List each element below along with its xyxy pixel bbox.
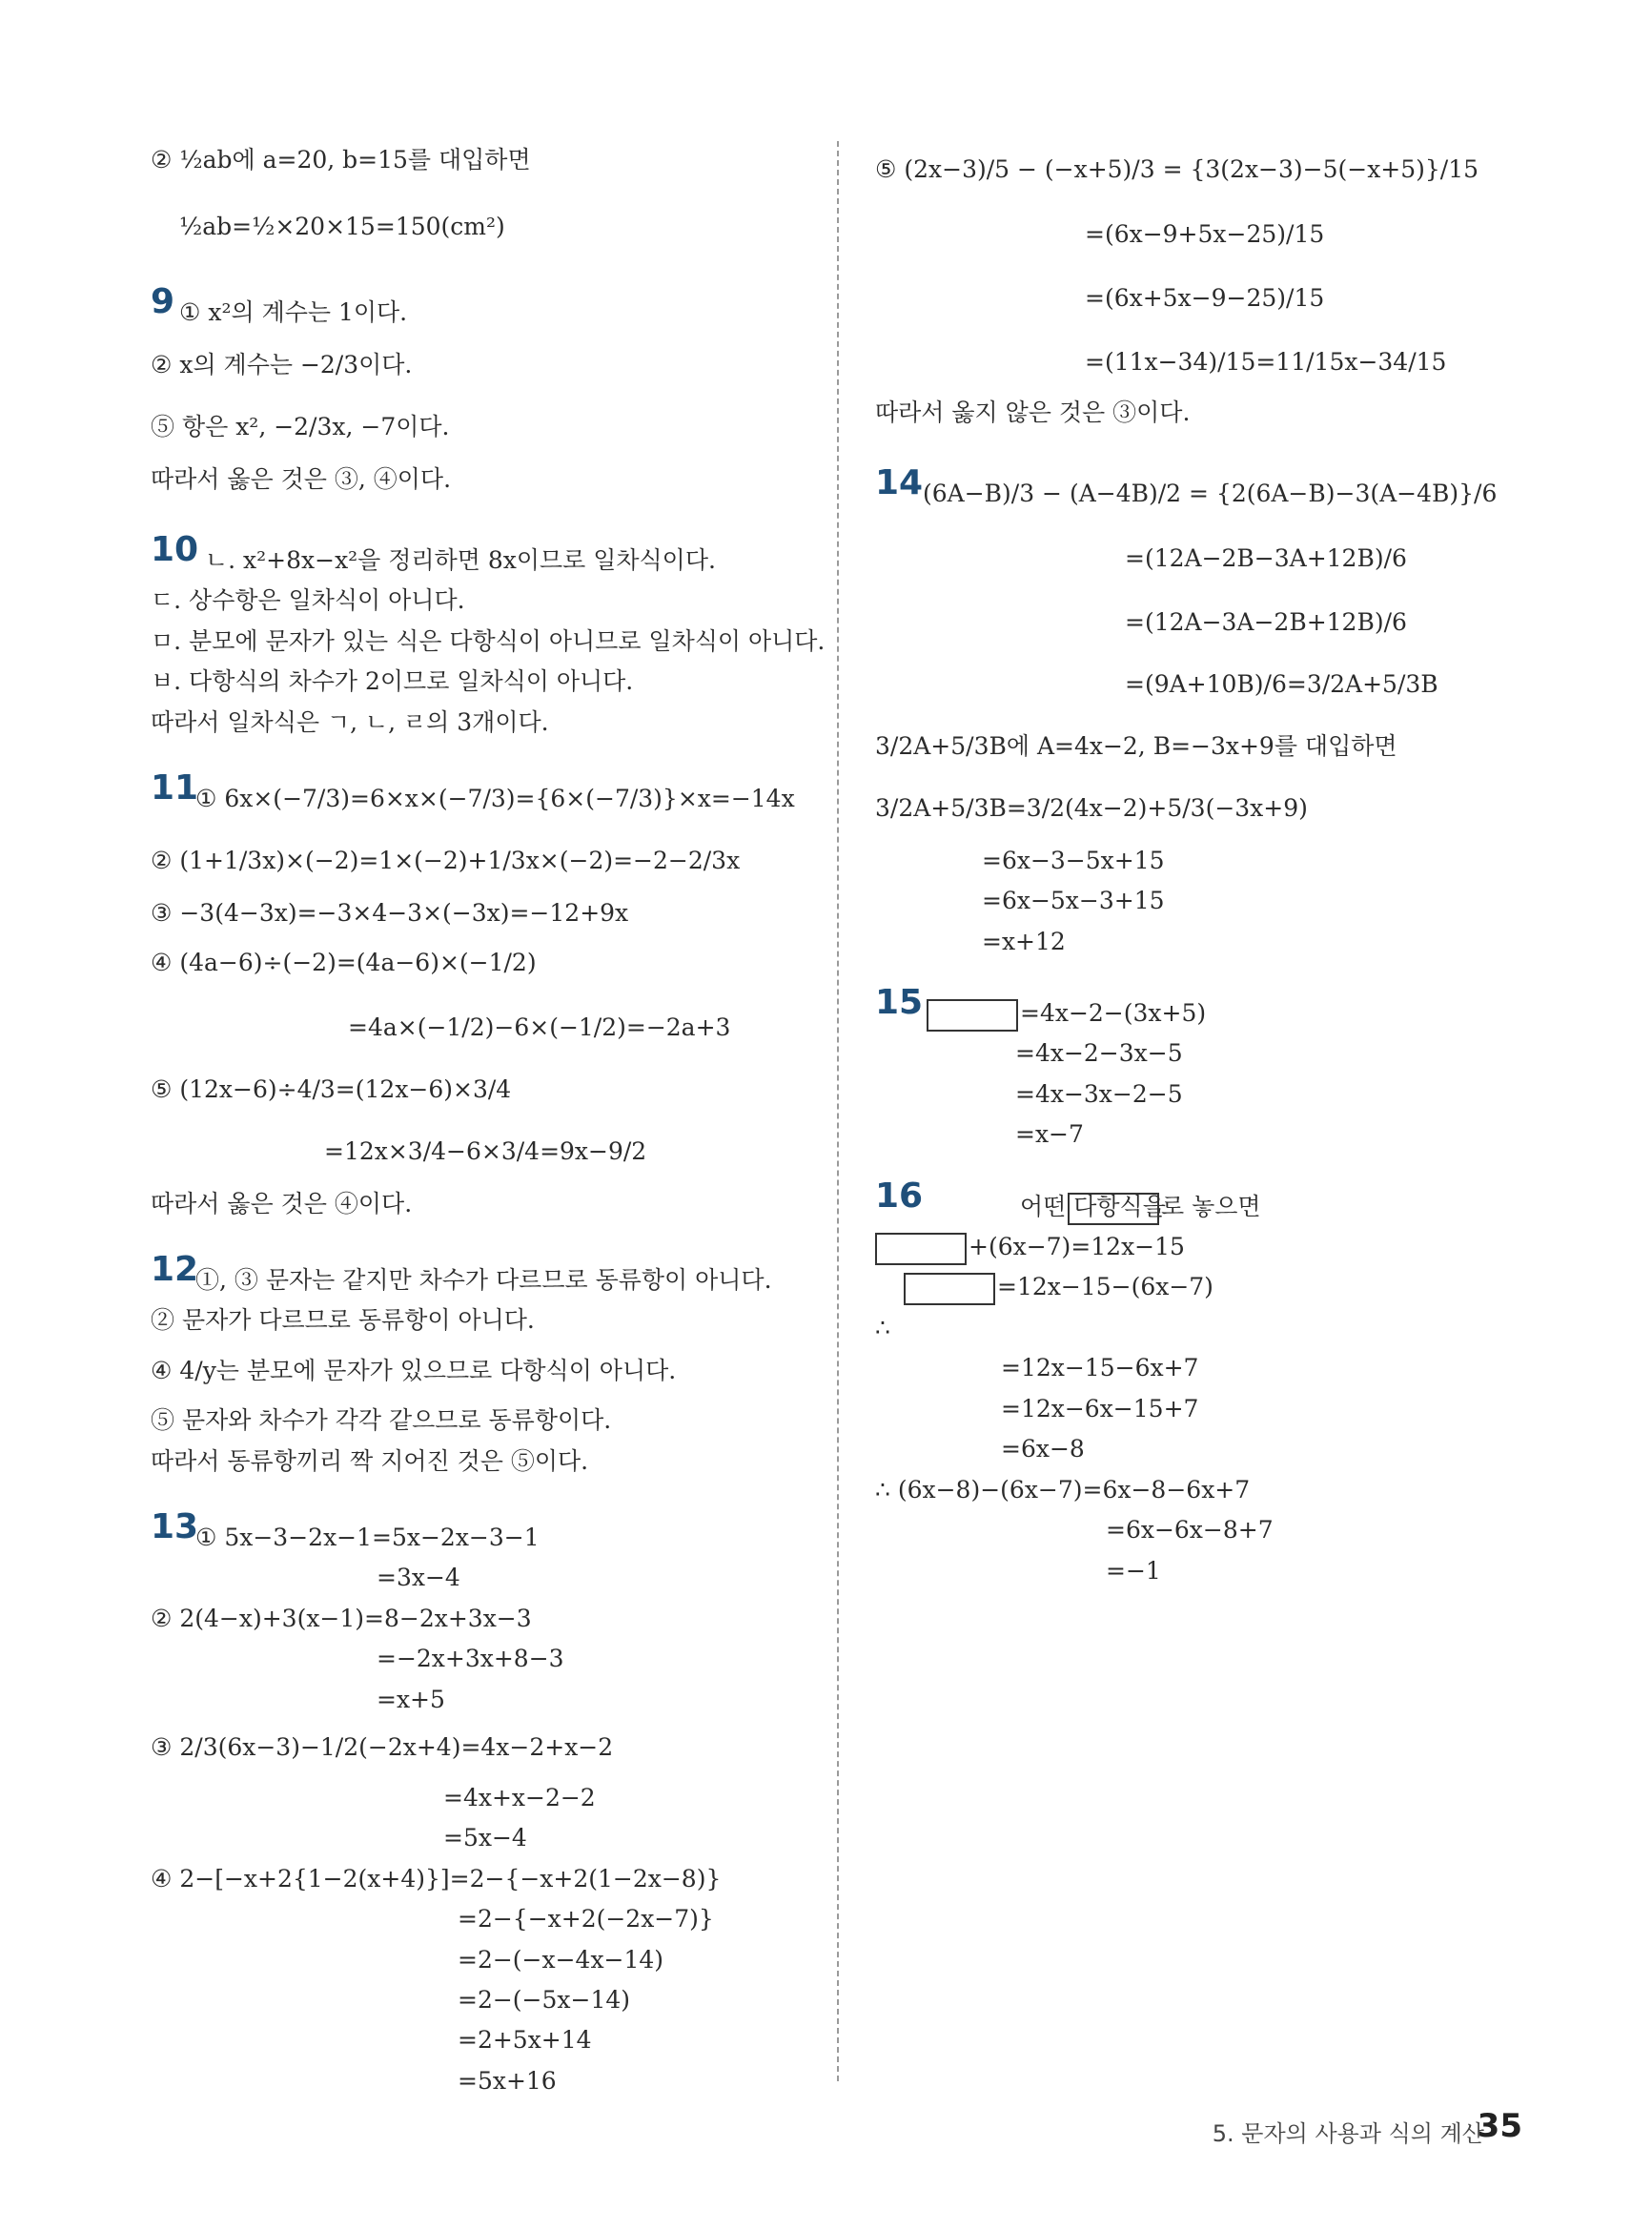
solution-line: =12x−6x−15+7 xyxy=(1001,1395,1199,1422)
solution-line: ① 5x−3−2x−1=5x−2x−3−1 xyxy=(195,1524,540,1551)
solution-line: 따라서 일차식은 ㄱ, ㄴ, ㄹ의 3개이다. xyxy=(151,708,549,736)
solution-line: =2−(−x−4x−14) xyxy=(458,1946,664,1974)
solution-line: ② (1+1/3x)×(−2)=1×(−2)+1/3x×(−2)=−2−2/3x xyxy=(151,847,741,874)
blank-box xyxy=(927,999,1018,1032)
problem-number: 13 xyxy=(151,1507,199,1546)
solution-line: ⑤ 항은 x², −2/3x, −7이다. xyxy=(151,413,450,440)
solution-line: =(11x−34)/15=11/15x−34/15 xyxy=(1085,348,1447,376)
solution-line: ② x의 계수는 −2/3이다. xyxy=(151,351,413,378)
solution-line: ② ½ab에 a=20, b=15를 대입하면 xyxy=(151,146,531,174)
problem-number: 14 xyxy=(875,463,924,502)
solution-line: =5x−4 xyxy=(443,1824,527,1852)
answer-line-with-blank xyxy=(927,996,1206,1032)
problem-number: 15 xyxy=(875,983,924,1022)
q16-line1-tail xyxy=(1068,1190,1261,1225)
solution-line: 3/2A+5/3B=3/2(4x−2)+5/3(−3x+9) xyxy=(875,794,1308,822)
solution-line: =x−7 xyxy=(1015,1120,1084,1148)
solution-line: =(6x+5x−9−25)/15 xyxy=(1085,284,1325,312)
solution-line: =x+5 xyxy=(377,1686,445,1713)
solution-line: =2−{−x+2(−2x−7)} xyxy=(458,1905,714,1933)
solution-line: ㄴ. x²+8x−x²을 정리하면 8x이므로 일차식이다. xyxy=(205,546,716,574)
solution-line: ①, ③ 문자는 같지만 차수가 다르므로 동류항이 아니다. xyxy=(195,1266,772,1294)
solution-line: =6x−8 xyxy=(1001,1435,1085,1463)
blank-box xyxy=(904,1273,995,1305)
problem-number: 9 xyxy=(151,282,175,321)
solution-line: ④ (4a−6)÷(−2)=(4a−6)×(−1/2) xyxy=(151,949,537,976)
solution-line: =4x+x−2−2 xyxy=(443,1784,596,1811)
solution-line: 따라서 동류항끼리 짝 지어진 것은 ⑤이다. xyxy=(151,1447,589,1475)
q16-line2 xyxy=(875,1230,1185,1265)
blank-box xyxy=(875,1233,967,1265)
solution-line: =6x−6x−8+7 xyxy=(1106,1516,1274,1544)
solution-line: ⑤ 문자와 차수가 각각 같으므로 동류항이다. xyxy=(151,1406,612,1434)
solution-line: =12x×3/4−6×3/4=9x−9/2 xyxy=(324,1137,647,1165)
chapter-title: 5. 문자의 사용과 식의 계산 xyxy=(1212,2120,1484,2147)
solution-line: ㄷ. 상수항은 일차식이 아니다. xyxy=(151,586,465,614)
solution-line: ③ 2/3(6x−3)−1/2(−2x+4)=4x−2+x−2 xyxy=(151,1733,614,1761)
solution-line: 따라서 옳은 것은 ④이다. xyxy=(151,1190,413,1217)
solution-line: ④ 2−[−x+2{1−2(x+4)}]=2−{−x+2(1−2x−8)} xyxy=(151,1865,722,1892)
solution-line: ① 6x×(−7/3)=6×x×(−7/3)={6×(−7/3)}×x=−14x xyxy=(195,785,795,812)
solution-line: ⑤ (12x−6)÷4/3=(12x−6)×3/4 xyxy=(151,1075,512,1103)
solution-line: 따라서 옳지 않은 것은 ③이다. xyxy=(875,399,1191,426)
solution-line: ⑤ (2x−3)/5 − (−x+5)/3 = {3(2x−3)−5(−x+5)}/15 xyxy=(875,155,1479,183)
solution-line: ③ −3(4−3x)=−3×4−3×(−3x)=−12+9x xyxy=(151,899,629,927)
q16-line3 xyxy=(904,1270,1214,1305)
solution-line: ½ab=½×20×15=150(cm²) xyxy=(179,213,505,240)
solution-line: =6x−5x−3+15 xyxy=(982,887,1165,914)
solution-line: =12x−15−6x+7 xyxy=(1001,1354,1199,1381)
problem-number: 16 xyxy=(875,1176,924,1216)
problem-number: 12 xyxy=(151,1250,199,1289)
solution-line: ∴ (6x−8)−(6x−7)=6x−8−6x+7 xyxy=(875,1476,1251,1504)
solution-line: =3x−4 xyxy=(377,1564,460,1591)
solution-line: ㅂ. 다항식의 차수가 2이므로 일차식이 아니다. xyxy=(151,667,634,695)
solution-line: =4x−3x−2−5 xyxy=(1015,1080,1183,1108)
solution-line: =−2x+3x+8−3 xyxy=(377,1645,564,1672)
solution-line: ㅁ. 분모에 문자가 있는 식은 다항식이 아니므로 일차식이 아니다. xyxy=(151,627,826,655)
solution-line: =4a×(−1/2)−6×(−1/2)=−2a+3 xyxy=(348,1013,731,1041)
solution-line: ② 2(4−x)+3(x−1)=8−2x+3x−3 xyxy=(151,1605,532,1632)
blank-box xyxy=(1068,1193,1159,1225)
solution-line: =−1 xyxy=(1106,1557,1161,1585)
solution-line: =6x−3−5x+15 xyxy=(982,847,1165,874)
solution-line: =(12A−2B−3A+12B)/6 xyxy=(1125,544,1407,572)
solution-line: =2+5x+14 xyxy=(458,2026,592,2054)
line-text: +(6x−7)=12x−15 xyxy=(969,1233,1185,1260)
problem-number: 11 xyxy=(151,768,199,808)
solution-line: =x+12 xyxy=(982,928,1066,955)
solution-line: ② 문자가 다르므로 동류항이 아니다. xyxy=(151,1306,535,1334)
page-number: 35 xyxy=(1477,2107,1522,2145)
solution-line: =(12A−3A−2B+12B)/6 xyxy=(1125,608,1407,636)
solution-line: ∴ xyxy=(875,1314,890,1341)
solution-line: 따라서 옳은 것은 ③, ④이다. xyxy=(151,465,452,493)
solution-line: =4x−2−3x−5 xyxy=(1015,1039,1183,1067)
right-column xyxy=(839,0,1652,2230)
problem-number: 10 xyxy=(151,530,199,569)
solution-line: =(6x−9+5x−25)/15 xyxy=(1085,220,1325,248)
line-text: =4x−2−(3x+5) xyxy=(1020,999,1207,1027)
solution-line: =(9A+10B)/6=3/2A+5/3B xyxy=(1125,670,1438,698)
line-text: 로 놓으면 xyxy=(1161,1193,1261,1220)
line-text: =12x−15−(6x−7) xyxy=(997,1273,1214,1300)
solution-line: ④ 4/y는 분모에 문자가 있으므로 다항식이 아니다. xyxy=(151,1357,677,1384)
solution-line: =2−(−5x−14) xyxy=(458,1986,631,2014)
solution-line: ① x²의 계수는 1이다. xyxy=(179,298,408,326)
solution-line: (6A−B)/3 − (A−4B)/2 = {2(6A−B)−3(A−4B)}/6 xyxy=(923,480,1498,507)
solution-line: 어떤 다항식을 xyxy=(1020,1193,1166,1220)
solution-line: =5x+16 xyxy=(458,2067,557,2095)
solution-line: 3/2A+5/3B에 A=4x−2, B=−3x+9를 대입하면 xyxy=(875,732,1397,760)
